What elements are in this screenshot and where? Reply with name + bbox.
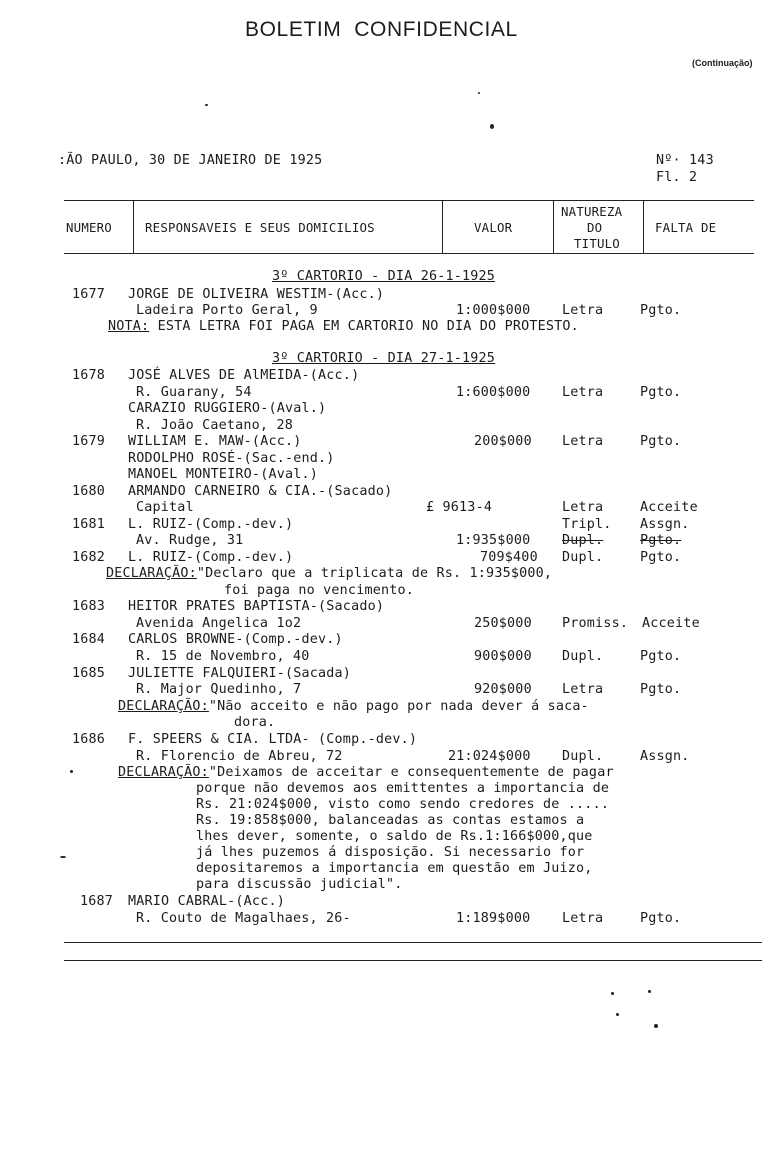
column-divider [442, 200, 443, 254]
column-header-responsaveis: RESPONSAVEIS E SEUS DOMICILIOS [145, 220, 375, 235]
entry-name: ARMANDO CARNEIRO & CIA.-(Sacado) [128, 484, 393, 499]
entry-address: Av. Rudge, 31 [136, 533, 244, 548]
entry-guarantor-address: R. João Caetano, 28 [136, 418, 293, 433]
declaration-label: DECLARAÇÃO: [106, 566, 197, 581]
column-header-numero: NUMERO [66, 220, 112, 235]
scan-speck [611, 992, 614, 995]
declaration-text: para discussão judicial". [196, 877, 403, 892]
entry-address: Capital [136, 500, 194, 515]
entry-title-type: Tripl. [562, 517, 612, 532]
entry-number: 1686 [72, 732, 106, 747]
entry-number: 1682 [72, 550, 106, 565]
entry-title-type: Promiss. [562, 616, 629, 631]
declaration-text: "Não acceito e não pago por nada dever á saca- [208, 699, 589, 714]
entry-title-type: Letra [562, 303, 604, 318]
footer-rule [64, 942, 762, 943]
entry-number: 1679 [72, 434, 106, 449]
entry-number: 1685 [72, 666, 106, 681]
entry-value: 1:935$000 [456, 533, 531, 548]
entry-name: L. RUIZ-(Comp.-dev.) [128, 550, 294, 565]
note-text: ESTA LETRA FOI PAGA EM CARTORIO NO DIA DO PROTESTO. [149, 319, 579, 334]
entry-fault: Pgto. [640, 649, 682, 664]
page-title: BOLETIM CONFIDENCIAL [245, 18, 518, 41]
entry-value: 709$400 [480, 550, 538, 565]
bulletin-number: Nº· 143 [656, 153, 714, 168]
entry-address: R. Couto de Magalhaes, 26- [136, 911, 351, 926]
entry-guarantor: MANOEL MONTEIRO-(Aval.) [128, 467, 319, 482]
entry-name: JOSÉ ALVES DE AlMEIDA-(Acc.) [128, 368, 360, 383]
entry-name: F. SPEERS & CIA. LTDA- (Comp.-dev.) [128, 732, 418, 747]
column-header-valor: VALOR [474, 220, 513, 235]
column-divider [553, 200, 554, 254]
column-divider [133, 200, 134, 254]
declaration-text: Rs. 21:024$000, visto como sendo credores de ..... [196, 797, 610, 812]
entry-value: 200$000 [474, 434, 532, 449]
entry-note [108, 319, 579, 334]
entry-value: 1:600$000 [456, 385, 531, 400]
entry-fault: Assgn. [640, 749, 690, 764]
entry-name: WILLIAM E. MAW-(Acc.) [128, 434, 302, 449]
entry-title-type: Letra [562, 911, 604, 926]
entry-fault: Pgto. [640, 550, 682, 565]
entry-declaration [118, 765, 614, 780]
entry-value: 1:000$000 [456, 303, 531, 318]
continuation-label: (Continuação) [692, 58, 753, 68]
entry-number: 1680 [72, 484, 106, 499]
entry-number: 1681 [72, 517, 106, 532]
header-top-rule [64, 200, 754, 201]
sheet-number: Fl. 2 [656, 170, 698, 185]
entry-name: MARIO CABRAL-(Acc.) [128, 894, 285, 909]
declaration-text: porque não devemos aos emittentes a importancia de [196, 781, 610, 796]
entry-number: 1678 [72, 368, 106, 383]
declaration-label: DECLARAÇÃO: [118, 765, 209, 780]
column-header-natureza: NATUREZA [561, 204, 623, 219]
scan-speck [616, 1013, 619, 1016]
entry-fault: Pgto. [640, 303, 682, 318]
entry-number: 1683 [72, 599, 106, 614]
entry-value: 1:189$000 [456, 911, 531, 926]
scan-speck [490, 124, 494, 129]
entry-number: 1677 [72, 287, 106, 302]
scan-speck [654, 1024, 658, 1028]
entry-fault: Pgto. [640, 434, 682, 449]
scan-speck [60, 856, 66, 858]
entry-fault-struck: Pgto. [640, 533, 682, 548]
declaration-text: depositaremos a importancia em questão em Juizo, [196, 861, 593, 876]
entry-value: £ 9613-4 [426, 500, 493, 515]
declaration-label: DECLARAÇÃO: [118, 699, 209, 714]
entry-declaration [106, 566, 552, 581]
declaration-text: já lhes puzemos á disposição. Si necessario for [196, 845, 585, 860]
entry-fault: Pgto. [640, 385, 682, 400]
scan-speck [648, 990, 651, 993]
entry-number: 1684 [72, 632, 106, 647]
declaration-text: "Deixamos de acceitar e consequentemente de pagar [208, 765, 614, 780]
scan-speck [478, 92, 480, 94]
declaration-text: "Declaro que a triplicata de Rs. 1:935$000, [196, 566, 553, 581]
column-divider [643, 200, 644, 254]
entry-title-type: Dupl. [562, 649, 604, 664]
entry-address: R. Guarany, 54 [136, 385, 252, 400]
entry-title-type: Letra [562, 500, 604, 515]
entry-title-type-struck: Dupl. [562, 533, 604, 548]
entry-value: 900$000 [474, 649, 532, 664]
entry-declaration [118, 699, 589, 714]
column-header-falta: FALTA DE [655, 220, 717, 235]
note-label: NOTA: [108, 319, 150, 334]
scan-speck [70, 770, 73, 773]
column-header-do: DO [587, 220, 603, 235]
entry-address: R. Major Quedinho, 7 [136, 682, 302, 697]
declaration-text: foi paga no vencimento. [224, 583, 415, 598]
entry-fault: Pgto. [640, 911, 682, 926]
declaration-text: Rs. 19:858$000, balanceadas as contas estamos a [196, 813, 585, 828]
entry-guarantor: CARAZIO RUGGIERO-(Aval.) [128, 401, 327, 416]
entry-name: L. RUIZ-(Comp.-dev.) [128, 517, 294, 532]
entry-fault: Assgn. [640, 517, 690, 532]
entry-endorser: RODOLPHO ROSÉ-(Sac.-end.) [128, 451, 335, 466]
entry-address: Ladeira Porto Geral, 9 [136, 303, 318, 318]
entry-number: 1687 [80, 894, 114, 909]
header-bottom-rule [64, 253, 754, 254]
declaration-text: lhes dever, somente, o saldo de Rs.1:166$000,que [196, 829, 593, 844]
entry-title-type: Letra [562, 434, 604, 449]
entry-title-type: Dupl. [562, 749, 604, 764]
entry-name: JULIETTE FALQUIERI-(Sacada) [128, 666, 352, 681]
entry-value: 250$000 [474, 616, 532, 631]
section-heading: 3º CARTORIO - DIA 27-1-1925 [272, 351, 496, 366]
entry-title-type: Letra [562, 682, 604, 697]
entry-title-type: Dupl. [562, 550, 604, 565]
footer-rule [64, 960, 762, 961]
entry-value: 920$000 [474, 682, 532, 697]
entry-fault: Pgto. [640, 682, 682, 697]
column-header-titulo: TITULO [574, 236, 620, 251]
entry-fault: Acceite [642, 616, 700, 631]
entry-name: HEITOR PRATES BAPTISTA-(Sacado) [128, 599, 385, 614]
entry-address: R. Florencio de Abreu, 72 [136, 749, 343, 764]
entry-name: JORGE DE OLIVEIRA WESTIM-(Acc.) [128, 287, 385, 302]
declaration-text: dora. [234, 715, 276, 730]
date-line: :ÃO PAULO, 30 DE JANEIRO DE 1925 [58, 153, 323, 168]
scan-speck [205, 104, 208, 106]
entry-fault: Acceite [640, 500, 698, 515]
entry-value: 21:024$000 [448, 749, 531, 764]
entry-address: R. 15 de Novembro, 40 [136, 649, 310, 664]
entry-address: Avenida Angelica 1o2 [136, 616, 302, 631]
entry-name: CARLOS BROWNE-(Comp.-dev.) [128, 632, 343, 647]
section-heading: 3º CARTORIO - DIA 26-1-1925 [272, 269, 496, 284]
entry-title-type: Letra [562, 385, 604, 400]
